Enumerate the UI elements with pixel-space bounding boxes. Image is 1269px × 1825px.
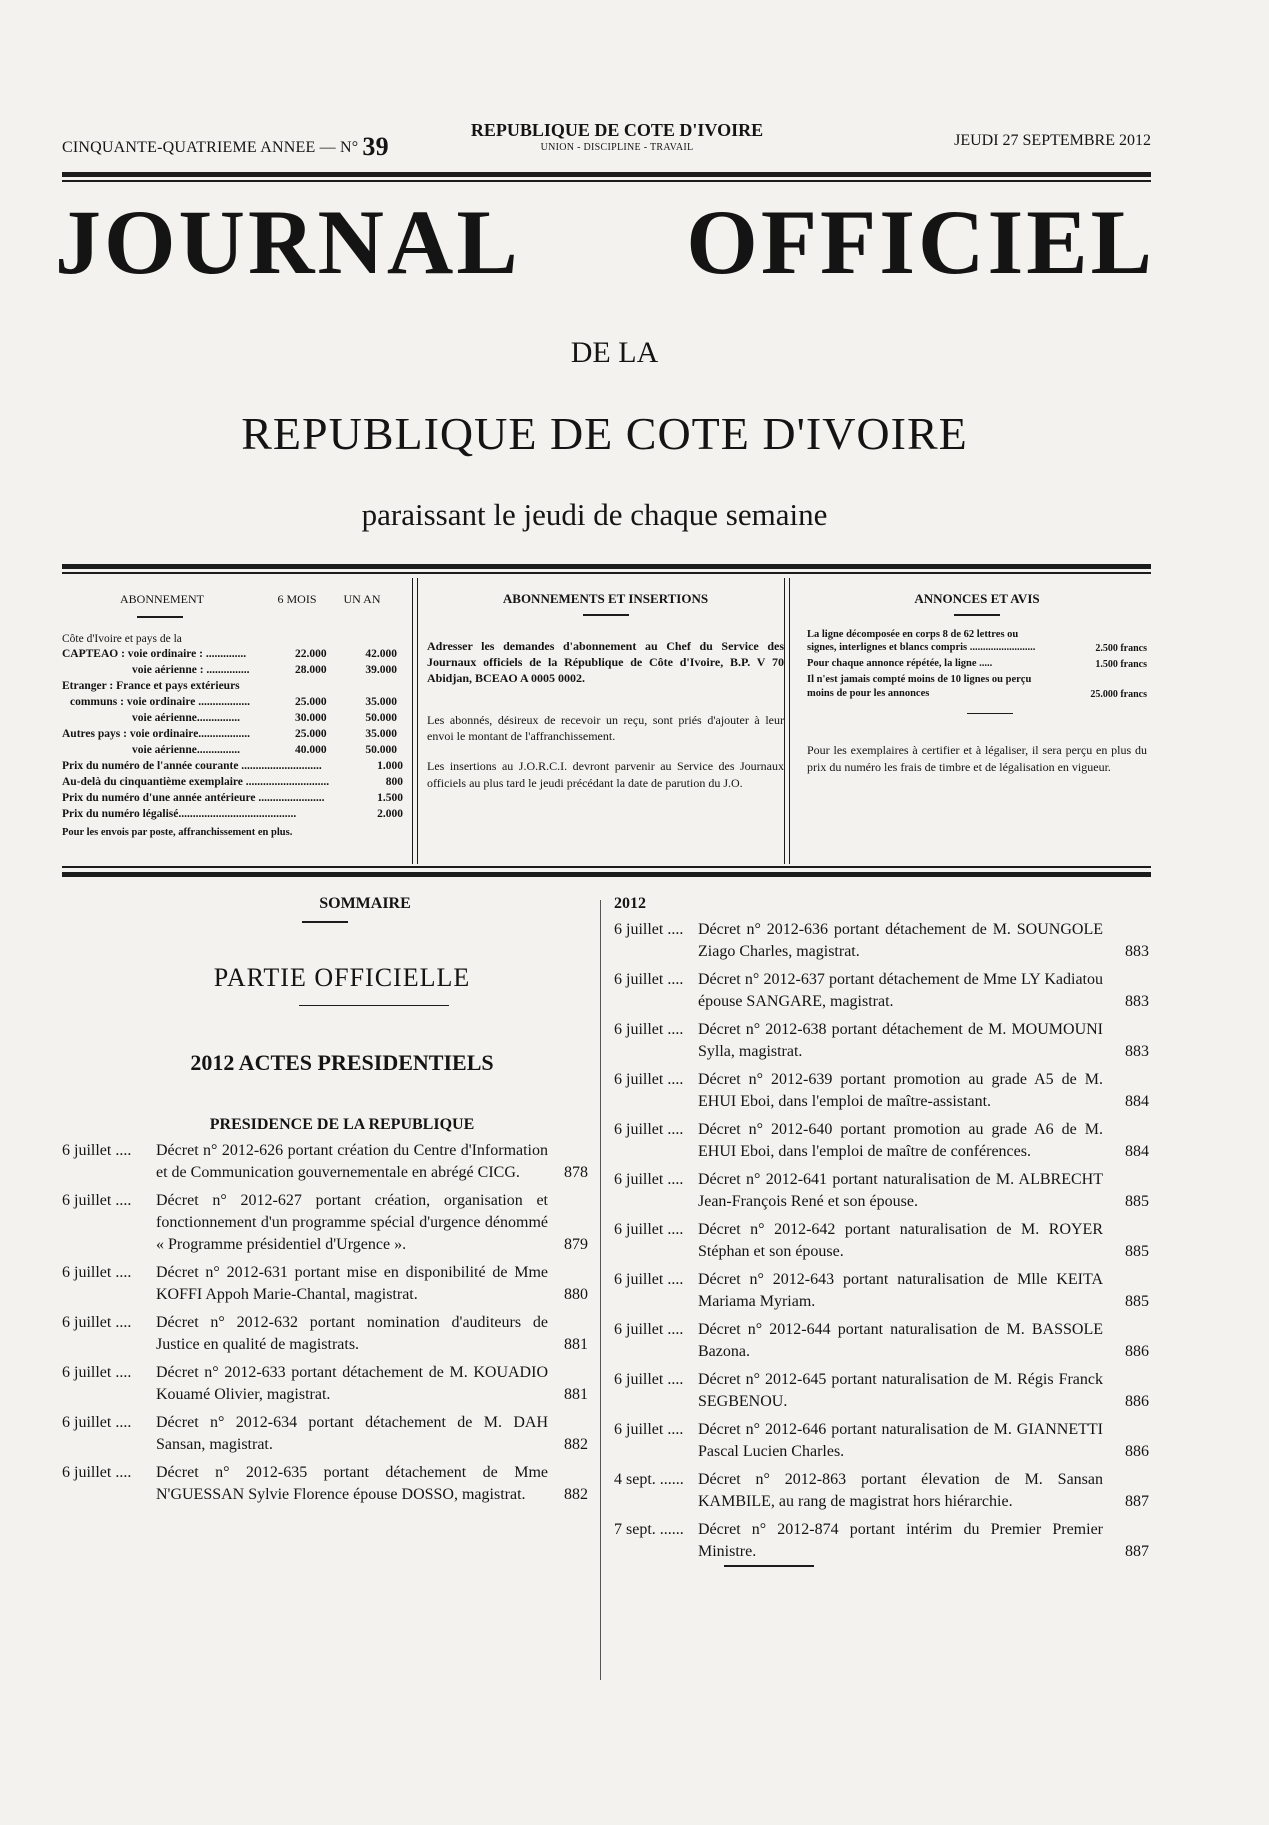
entry-date: 6 juillet .... [62,1364,132,1381]
entry-page: 885 [1125,1193,1149,1210]
sommaire-entry [614,919,1149,963]
insertions-address: Adresser les demandes d'abonnement au Chef du Service des Journaux officiels de la République de Côte d'Ivoire, B.P. V 70 Abidjan, BCEAO A 0005 0002. [427,638,784,685]
rate-one-year: 50.000 [365,744,397,757]
sommaire-entry [614,1019,1149,1063]
entry-date: 6 juillet .... [614,1271,684,1288]
rate-six-months: 22.000 [295,648,327,661]
sommaire-entry [62,1262,588,1306]
sommaire-entry [62,1362,588,1406]
box-divider [412,578,418,864]
price-value: 1.500 [377,791,403,804]
sommaire-entry [62,1190,588,1256]
entry-page: 878 [564,1164,588,1181]
entry-page: 881 [564,1386,588,1403]
entry-date: 6 juillet .... [62,1414,132,1431]
entry-text: Décret n° 2012-643 portant naturalisation de Mlle KEITA Mariama Myriam. [698,1271,1103,1310]
annonce-price: 1.500 francs [1095,658,1147,670]
price-label: Au-delà du cinquantième exemplaire ............................. [62,775,330,788]
sommaire-entry [614,1069,1149,1113]
rate-six-months: 28.000 [295,664,327,677]
issue-year: CINQUANTE-QUATRIEME ANNEE — N° [62,139,359,156]
rate-one-year: 39.000 [365,664,397,677]
entry-page: 886 [1125,1443,1149,1460]
annonces-rule [954,614,1000,616]
annonce-text: Il n'est jamais compté moins de 10 lignes ou perçu moins de pour les annonces [807,674,1032,699]
entry-page: 885 [1125,1293,1149,1310]
sommaire-entry [614,969,1149,1013]
price-value: 800 [385,775,403,788]
entry-text: Décret n° 2012-627 portant création, organisation et fonctionnement d'un programme spécial d'urgence dénommé « Programme présidentiel d'Urgence ». [156,1192,548,1253]
entry-page: 879 [564,1236,588,1253]
rate-label: communs : voie ordinaire .................. [70,696,250,709]
rates-list [62,647,407,759]
insertions-head: ABONNEMENTS ET INSERTIONS [502,591,709,606]
entry-date: 4 sept. ...... [614,1471,684,1488]
rate-row [62,727,407,743]
issue-date: JEUDI 27 SEPTEMBRE 2012 [954,132,1151,149]
presidence-heading: PRESIDENCE DE LA REPUBLIQUE [209,1116,475,1133]
entry-text: Décret n° 2012-626 portant création du Centre d'Information et de Communication gouvernementale en abrégé CICG. [156,1142,548,1181]
entry-page: 882 [564,1436,588,1453]
rate-one-year: 35.000 [365,728,397,741]
entry-date: 6 juillet .... [614,1071,684,1088]
sommaire-entry [614,1419,1149,1463]
entry-page: 885 [1125,1243,1149,1260]
entry-text: Décret n° 2012-635 portant détachement de Mme N'GUESSAN Sylvie Florence épouse DOSSO, magistrat. [156,1464,548,1503]
annonces-rule-2 [967,713,1013,715]
sommaire-entry [614,1269,1149,1313]
issue-info [62,132,389,162]
entry-page: 886 [1125,1343,1149,1360]
entry-text: Décret n° 2012-644 portant naturalisation de M. BASSOLE Bazona. [698,1321,1103,1360]
annonces-rates [807,628,1147,701]
rate-six-months: 40.000 [295,744,327,757]
box-bottom-rule [62,872,1151,877]
sommaire-rule [302,921,348,923]
entry-text: Décret n° 2012-632 portant nomination d'auditeurs de Justice en qualité de magistrats. [156,1314,548,1353]
entry-text: Décret n° 2012-874 portant intérim du Premier Premier Ministre. [698,1521,1103,1560]
abonnement-rule [137,616,183,618]
annonce-text: La ligne décomposée en corps 8 de 62 lettres ou signes, interlignes et blancs compris ......................... [807,628,1036,654]
rate-one-year: 35.000 [365,696,397,709]
entry-date: 6 juillet .... [614,921,684,938]
postal-note: Pour les envois par poste, affranchissement en plus. [62,826,293,838]
title-officiel: OFFICIEL [686,191,1155,293]
annonces-note: Pour les exemplaires à certifier et à légaliser, il sera perçu en plus du prix du numéro les frais de timbre et de légalisation en vigueur. [807,743,1147,775]
box-top-rule-thin [62,572,1151,574]
rate-six-months: 25.000 [295,696,327,709]
entry-date: 6 juillet .... [614,1171,684,1188]
entry-page: 880 [564,1286,588,1303]
annonces-head: ANNONCES ET AVIS [914,591,1040,606]
republic-name: REPUBLIQUE DE COTE D'IVOIRE [470,120,764,140]
entry-date: 6 juillet .... [62,1142,132,1159]
entry-date: 6 juillet .... [614,1021,684,1038]
right-entries [614,919,1149,1563]
issue-number: 39 [362,132,389,161]
entry-page: 881 [564,1336,588,1353]
price-label: Prix du numéro légalisé......................................... [62,807,297,820]
sommaire-entry [614,1319,1149,1363]
entry-page: 884 [1125,1143,1149,1160]
entry-text: Décret n° 2012-641 portant naturalisation de M. ALBRECHT Jean-François René et son épouse. [698,1171,1103,1210]
column-divider [600,900,601,1680]
publication-frequency: paraissant le jeudi de chaque semaine [361,497,828,532]
entry-date: 6 juillet .... [62,1264,132,1281]
abonnement-column [62,578,407,864]
rates-intro: Côte d'Ivoire et pays de la [62,632,182,645]
price-row [62,791,407,807]
one-year-head: UN AN [343,592,381,607]
sommaire-entry [62,1140,588,1184]
rate-one-year: 42.000 [365,648,397,661]
partie-officielle: PARTIE OFFICIELLE [213,962,471,992]
box-top-rule [62,564,1151,569]
masthead-rule-thin [62,180,1151,182]
annonce-row [807,657,1147,671]
entry-text: Décret n° 2012-639 portant promotion au grade A5 de M. EHUI Eboi, dans l'emploi de maître-assistant. [698,1071,1103,1110]
entry-date: 6 juillet .... [614,1421,684,1438]
end-rule [724,1565,814,1567]
entry-date: 6 juillet .... [614,1121,684,1138]
entry-page: 882 [564,1486,588,1503]
entry-text: Décret n° 2012-863 portant élevation de M. Sansan KAMBILE, au rang de magistrat hors hiérarchie. [698,1471,1103,1510]
entry-text: Décret n° 2012-637 portant détachement de Mme LY Kadiatou épouse SANGARE, magistrat. [698,971,1103,1010]
sommaire-entry [614,1169,1149,1213]
masthead-topline [62,120,1151,168]
actes-presidentiels: 2012 ACTES PRESIDENTIELS [190,1050,494,1075]
republic-header [457,120,777,153]
entry-page: 883 [1125,943,1149,960]
entry-date: 6 juillet .... [62,1314,132,1331]
price-row [62,807,407,823]
annonces-column [797,578,1149,864]
insertions-rule [583,614,629,616]
rate-row [62,695,407,711]
rate-label: voie aérienne............... [132,744,240,757]
prices-list [62,759,407,823]
annonce-price: 25.000 francs [1090,688,1147,700]
sommaire-entry [614,1519,1149,1563]
sommaire-entry [62,1412,588,1456]
sommaire-title: SOMMAIRE [319,895,411,912]
journal-title [55,191,1155,293]
subscription-box [62,578,1152,864]
entry-date: 6 juillet .... [614,1321,684,1338]
rate-label: CAPTEAO : voie ordinaire : .............. [62,648,247,661]
rate-label: Autres pays : voie ordinaire.................. [62,728,251,741]
subtitle-republique: REPUBLIQUE DE COTE D'IVOIRE [241,408,968,459]
price-label: Prix du numéro de l'année courante ............................ [62,759,322,772]
rate-row [62,663,407,679]
price-row [62,759,407,775]
abonnement-head: ABONNEMENT [120,592,204,607]
rate-label: voie aérienne............... [132,712,240,725]
sommaire-entry [62,1462,588,1506]
annonce-row [807,628,1147,656]
entry-date: 6 juillet .... [614,1221,684,1238]
masthead-rule [62,172,1151,177]
rate-label: Etranger : France et pays extérieurs [62,680,240,693]
title-journal: JOURNAL [55,191,521,293]
sommaire-entry [614,1119,1149,1163]
entry-page: 883 [1125,1043,1149,1060]
rate-label: voie aérienne : ............... [132,664,250,677]
left-entries [62,1140,588,1506]
entry-date: 6 juillet .... [62,1192,132,1209]
insertions-deadline: Les insertions au J.O.R.C.I. devront parvenir au Service des Journaux officiels au plus tard le jeudi précédant la date de parution du J.O. [427,759,784,790]
entry-text: Décret n° 2012-634 portant détachement de M. DAH Sansan, magistrat. [156,1414,548,1453]
sommaire-entry [614,1469,1149,1513]
entry-text: Décret n° 2012-633 portant détachement de M. KOUADIO Kouamé Olivier, magistrat. [156,1364,548,1403]
sommaire-entry [62,1312,588,1356]
entry-text: Décret n° 2012-645 portant naturalisation de M. Régis Franck SEGBENOU. [698,1371,1103,1410]
box-divider [784,578,790,864]
annonce-row [807,673,1147,701]
entry-text: Décret n° 2012-638 portant détachement de M. MOUMOUNI Sylla, magistrat. [698,1021,1103,1060]
entry-page: 884 [1125,1093,1149,1110]
entry-date: 6 juillet .... [62,1464,132,1481]
entry-text: Décret n° 2012-636 portant détachement de M. SOUNGOLE Ziago Charles, magistrat. [698,921,1103,960]
entry-date: 6 juillet .... [614,1371,684,1388]
annonce-text: Pour chaque annonce répétée, la ligne ..... [807,658,993,670]
entry-text: Décret n° 2012-640 portant promotion au grade A6 de M. EHUI Eboi, dans l'emploi de maître de conférences. [698,1121,1103,1160]
sommaire-left-column [62,895,588,1506]
entry-page: 887 [1125,1493,1149,1510]
entry-date: 7 sept. ...... [614,1521,684,1538]
partie-rule [299,1005,449,1007]
entry-page: 886 [1125,1393,1149,1410]
abonnement-header [62,588,407,612]
rate-row [62,647,407,663]
box-bottom-rule-thin [62,866,1151,868]
price-row [62,775,407,791]
entry-text: Décret n° 2012-646 portant naturalisation de M. GIANNETTI Pascal Lucien Charles. [698,1421,1103,1460]
price-value: 2.000 [377,807,403,820]
sommaire-entry [614,1219,1149,1263]
rate-row [62,743,407,759]
rate-six-months: 30.000 [295,712,327,725]
sommaire-right-column [614,895,1149,1567]
entry-text: Décret n° 2012-631 portant mise en disponibilité de Mme KOFFI Appoh Marie-Chantal, magistrat. [156,1264,548,1303]
rate-one-year: 50.000 [365,712,397,725]
rate-row [62,679,407,695]
entry-page: 887 [1125,1543,1149,1560]
sommaire-entry [614,1369,1149,1413]
subtitle-de-la: DE LA [570,336,659,369]
entry-text: Décret n° 2012-642 portant naturalisation de M. ROYER Stéphan et son épouse. [698,1221,1103,1260]
entry-date: 6 juillet .... [614,971,684,988]
six-months-head: 6 MOIS [277,592,317,607]
rate-row [62,711,407,727]
annonce-price: 2.500 francs [1095,643,1147,655]
entry-page: 883 [1125,993,1149,1010]
republic-motto: UNION - DISCIPLINE - TRAVAIL [540,142,694,153]
entries-year: 2012 [614,895,646,912]
price-label: Prix du numéro d'une année antérieure ....................... [62,791,325,804]
rate-six-months: 25.000 [295,728,327,741]
price-value: 1.000 [377,759,403,772]
insertions-receipt: Les abonnés, désireux de recevoir un reçu, sont priés d'ajouter à leur envoi le montant de l'affranchissement. [427,713,784,744]
insertions-column [422,578,794,864]
